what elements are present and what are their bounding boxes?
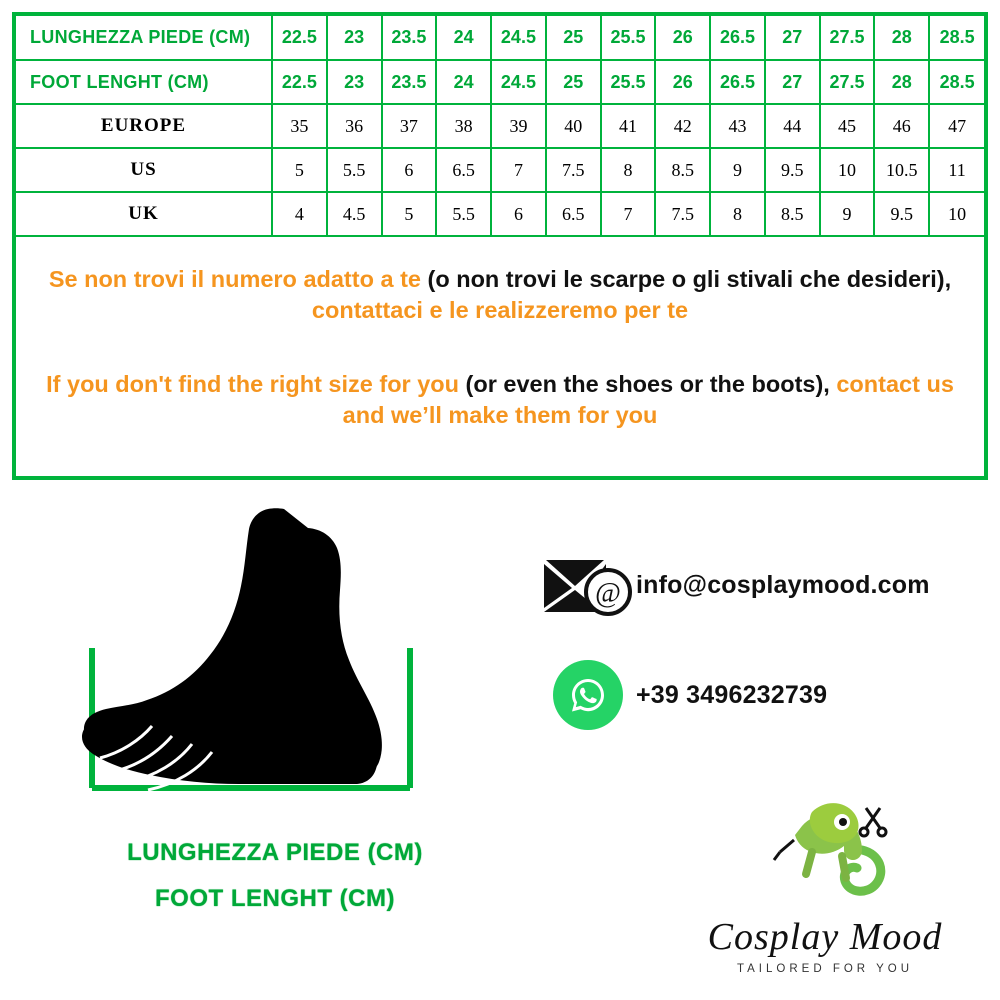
table-cell: 43 xyxy=(710,104,765,148)
table-cell: 25 xyxy=(546,60,601,104)
foot-caption-en: FOOT LENGHT (CM) xyxy=(155,884,395,912)
table-cell: 26.5 xyxy=(710,16,765,60)
table-cell: 24 xyxy=(436,60,491,104)
table-cell: 36 xyxy=(327,104,382,148)
table-cell: 28 xyxy=(874,16,929,60)
row-label: FOOT LENGHT (CM) xyxy=(16,60,272,104)
note-segment: (o non trovi le scarpe o gli stivali che desideri), xyxy=(427,266,952,292)
table-cell: 24.5 xyxy=(491,16,546,60)
note-segment: (or even the shoes or the boots), xyxy=(465,370,837,397)
table-cell: 27 xyxy=(765,16,820,60)
table-cell: 24.5 xyxy=(491,60,546,104)
table-cell: 11 xyxy=(929,148,984,192)
contacts-block xyxy=(540,550,990,770)
table-cell: 8 xyxy=(710,192,765,236)
table-cell: 7 xyxy=(491,148,546,192)
size-table-body xyxy=(16,16,984,236)
table-cell: 26 xyxy=(655,60,710,104)
table-cell: 28.5 xyxy=(929,16,984,60)
table-cell: 45 xyxy=(820,104,875,148)
foot-diagram-icon xyxy=(40,500,510,830)
table-cell: 5 xyxy=(382,192,437,236)
contact-note xyxy=(16,238,984,476)
table-row xyxy=(16,192,984,236)
table-cell: 9 xyxy=(710,148,765,192)
table-cell: 10 xyxy=(929,192,984,236)
table-cell: 6.5 xyxy=(546,192,601,236)
table-cell: 9 xyxy=(820,192,875,236)
table-cell: 9.5 xyxy=(765,148,820,192)
note-segment: contact us and we’ll make them for you xyxy=(342,370,954,429)
table-cell: 38 xyxy=(436,104,491,148)
table-cell: 5.5 xyxy=(327,148,382,192)
table-cell: 42 xyxy=(655,104,710,148)
table-cell: 23 xyxy=(327,16,382,60)
table-cell: 39 xyxy=(491,104,546,148)
table-cell: 28 xyxy=(874,60,929,104)
email-text[interactable]: info@cosplaymood.com xyxy=(636,570,930,599)
table-cell: 10 xyxy=(820,148,875,192)
table-cell: 26 xyxy=(655,16,710,60)
table-cell: 27.5 xyxy=(820,60,875,104)
table-cell: 7.5 xyxy=(655,192,710,236)
table-cell: 8.5 xyxy=(655,148,710,192)
table-cell: 6 xyxy=(382,148,437,192)
table-cell: 4 xyxy=(272,192,327,236)
table-cell: 25 xyxy=(546,16,601,60)
note-segment: If you don't find the right size for you xyxy=(46,370,466,397)
note-english xyxy=(40,369,960,432)
table-cell: 7 xyxy=(601,192,656,236)
table-cell: 6 xyxy=(491,192,546,236)
logo-tagline: TAILORED FOR YOU xyxy=(736,963,914,975)
whatsapp-icon xyxy=(540,660,636,730)
table-cell: 22.5 xyxy=(272,60,327,104)
table-cell: 24 xyxy=(436,16,491,60)
table-cell: 9.5 xyxy=(874,192,929,236)
table-cell: 25.5 xyxy=(601,60,656,104)
table-cell: 35 xyxy=(272,104,327,148)
svg-text:@: @ xyxy=(595,578,621,609)
note-segment: contattaci e le realizzeremo per te xyxy=(311,297,689,324)
row-label: UK xyxy=(16,192,272,236)
table-cell: 46 xyxy=(874,104,929,148)
table-cell: 28.5 xyxy=(929,60,984,104)
razor-icon xyxy=(774,840,794,860)
foot-caption xyxy=(40,830,510,921)
table-cell: 23 xyxy=(327,60,382,104)
size-table xyxy=(16,16,984,237)
row-label: EUROPE xyxy=(16,104,272,148)
row-label: US xyxy=(16,148,272,192)
foot-illustration-block xyxy=(40,500,510,970)
table-cell: 10.5 xyxy=(874,148,929,192)
table-cell: 23.5 xyxy=(382,60,437,104)
foot-caption-it: LUNGHEZZA PIEDE (CM) xyxy=(127,839,423,866)
table-cell: 27.5 xyxy=(820,16,875,60)
row-label: LUNGHEZZA PIEDE (CM) xyxy=(16,16,272,60)
phone-text[interactable]: +39 3496232739 xyxy=(636,680,828,709)
table-cell: 22.5 xyxy=(272,16,327,60)
table-cell: 4.5 xyxy=(327,192,382,236)
table-row xyxy=(16,148,984,192)
table-cell: 47 xyxy=(929,104,984,148)
brand-logo xyxy=(690,790,960,975)
table-cell: 7.5 xyxy=(546,148,601,192)
envelope-at-icon xyxy=(540,554,636,616)
scissors-icon xyxy=(860,808,886,836)
table-cell: 41 xyxy=(601,104,656,148)
table-cell: 8 xyxy=(601,148,656,192)
phone-row[interactable] xyxy=(540,660,990,730)
table-cell: 8.5 xyxy=(765,192,820,236)
table-cell: 37 xyxy=(382,104,437,148)
table-cell: 5 xyxy=(272,148,327,192)
note-italian xyxy=(40,264,960,327)
table-cell: 6.5 xyxy=(436,148,491,192)
table-cell: 27 xyxy=(765,60,820,104)
chameleon-icon xyxy=(750,790,900,908)
table-cell: 26.5 xyxy=(710,60,765,104)
table-cell: 44 xyxy=(765,104,820,148)
table-cell: 40 xyxy=(546,104,601,148)
size-table-panel xyxy=(12,12,988,480)
table-row xyxy=(16,60,984,104)
table-cell: 25.5 xyxy=(601,16,656,60)
table-row xyxy=(16,104,984,148)
table-cell: 5.5 xyxy=(436,192,491,236)
table-cell: 23.5 xyxy=(382,16,437,60)
email-row[interactable] xyxy=(540,550,990,620)
note-segment: Se non trovi il numero adatto a te xyxy=(48,266,428,292)
logo-name: Cosplay Mood xyxy=(707,916,943,958)
foot-shape-icon xyxy=(84,508,382,777)
table-row xyxy=(16,16,984,60)
